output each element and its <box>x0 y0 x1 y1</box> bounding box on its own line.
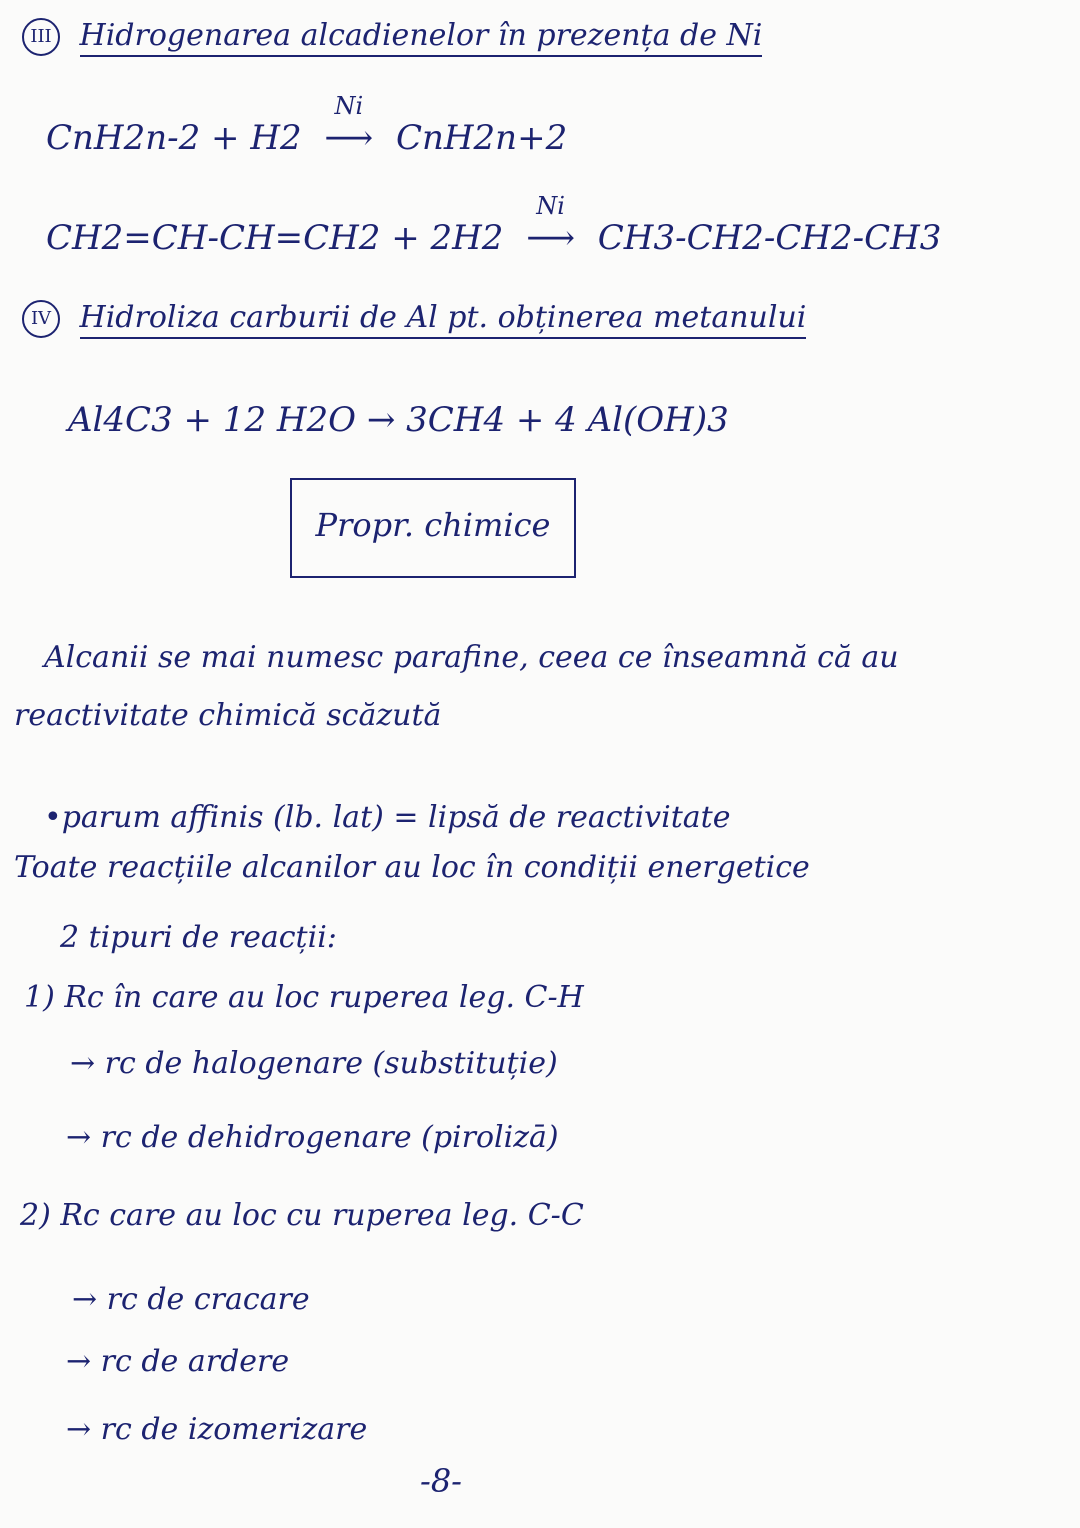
section-iii-heading <box>22 18 762 56</box>
equation-general-right: CnH2n+2 <box>395 118 568 158</box>
reaction-types-title: 2 tipuri de reacții: <box>60 920 337 955</box>
equation-butadiene-left: CH2=CH-CH=CH2 + 2H2 <box>46 218 504 258</box>
paragraph-line: Alcanii se mai numesc parafine, ceea ce înseamnă că au <box>44 640 899 675</box>
equation-general-left: CnH2n-2 + H2 <box>46 118 302 158</box>
list-item: → rc de izomerizare <box>66 1412 368 1447</box>
paragraph-line: •parum affinis (lb. lat) = lipsă de reactivitate <box>44 800 731 835</box>
page-number: -8- <box>420 1462 462 1500</box>
box-title: Propr. chimice <box>315 506 551 544</box>
section-iii-title: Hidrogenarea alcadienelor în prezența de Ni <box>80 18 763 57</box>
list-item: → rc de cracare <box>72 1282 310 1317</box>
reaction-type-1: 1) Rc în care au loc ruperea leg. C-H <box>24 980 584 1015</box>
equation-general <box>46 92 568 158</box>
list-item: → rc de dehidrogenare (pirolizā) <box>66 1120 559 1155</box>
equation-butadiene-right: CH3-CH2-CH2-CH3 <box>597 218 942 258</box>
reaction-arrow: Ni ⟶ <box>324 92 374 158</box>
reaction-type-2: 2) Rc care au loc cu ruperea leg. C-C <box>20 1198 584 1233</box>
catalyst-label: Ni <box>334 92 364 120</box>
section-iii-number: III <box>22 18 60 56</box>
reaction-arrow: Ni ⟶ <box>526 192 575 258</box>
catalyst-label: Ni <box>536 192 565 220</box>
list-item: → rc de ardere <box>66 1344 290 1379</box>
equation-hydrolysis: Al4C3 + 12 H2O → 3CH4 + 4 Al(OH)3 <box>68 400 729 440</box>
equation-butadiene <box>46 192 942 258</box>
paragraph-line: Toate reacțiile alcanilor au loc în condiții energetice <box>14 850 810 885</box>
section-iv-title: Hidroliza carburii de Al pt. obținerea metanului <box>80 300 807 339</box>
section-iv-heading <box>22 300 806 338</box>
section-iv-number: IV <box>22 300 60 338</box>
paragraph-line: reactivitate chimică scăzută <box>14 698 442 733</box>
list-item: → rc de halogenare (substituție) <box>70 1046 558 1081</box>
chemical-properties-box <box>290 478 576 578</box>
